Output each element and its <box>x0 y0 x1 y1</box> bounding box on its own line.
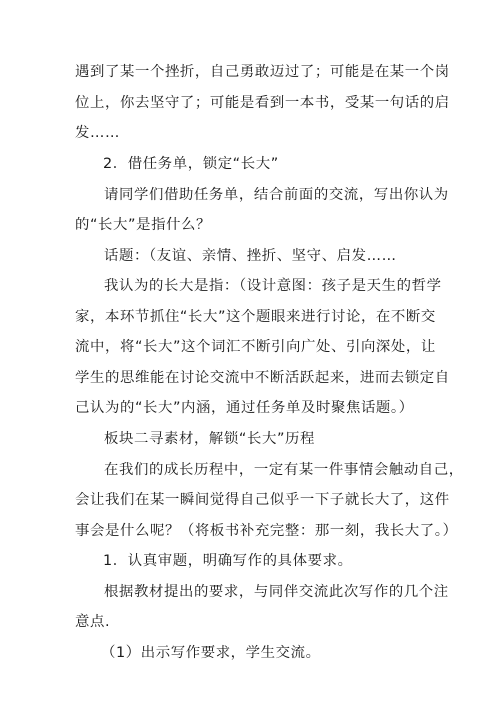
text-line: 话题：（友谊、亲情、挫折、坚守、启发…… <box>104 248 397 264</box>
text-line: 发…… <box>75 125 120 141</box>
text-line: 家，本环节抓住“长大”这个题眼来进行讨论，在不断交 <box>75 309 436 325</box>
text-line: 的“长大”是指什么？ <box>75 217 212 233</box>
text-line: 事会是什么呢？（将板书补充完整：那一刻，我长大了。） <box>75 523 458 539</box>
section-heading: 板块二寻素材，解锁“长大”历程 <box>104 431 315 447</box>
text-line: 意点. <box>75 614 111 630</box>
text-line: 位上，你去坚守了；可能是看到一本书，受某一句话的启 <box>75 95 450 111</box>
text-line: 流中，将“长大”这个词汇不断引向广处、引向深处，让 <box>75 339 436 355</box>
list-item: （1）出示写作要求，学生交流。 <box>101 645 321 661</box>
section-heading: 2．借任务单，锁定“长大” <box>103 156 279 172</box>
text-line: 请同学们借助任务单，结合前面的交流，写出你认为 <box>104 187 449 203</box>
text-line: 己认为的“长大”内涵，通过任务单及时聚焦话题。） <box>75 400 414 416</box>
text-line: 学生的思维能在讨论交流中不断活跃起来，进而去锁定自 <box>75 370 450 386</box>
text-line: 遇到了某一个挫折，自己勇敢迈过了；可能是在某一个岗 <box>75 64 450 80</box>
text-line: 在我们的成长历程中，一定有某一件事情会触动自己， <box>104 462 464 478</box>
text-line: 根据教材提出的要求，与同伴交流此次写作的几个注 <box>104 584 449 600</box>
section-heading: 1．认真审题，明确写作的具体要求。 <box>103 553 353 569</box>
text-line: 会让我们在某一瞬间觉得自己似乎一下子就长大了，这件 <box>75 492 450 508</box>
text-line: 我认为的长大是指：（设计意图：孩子是天生的哲学 <box>104 278 442 294</box>
